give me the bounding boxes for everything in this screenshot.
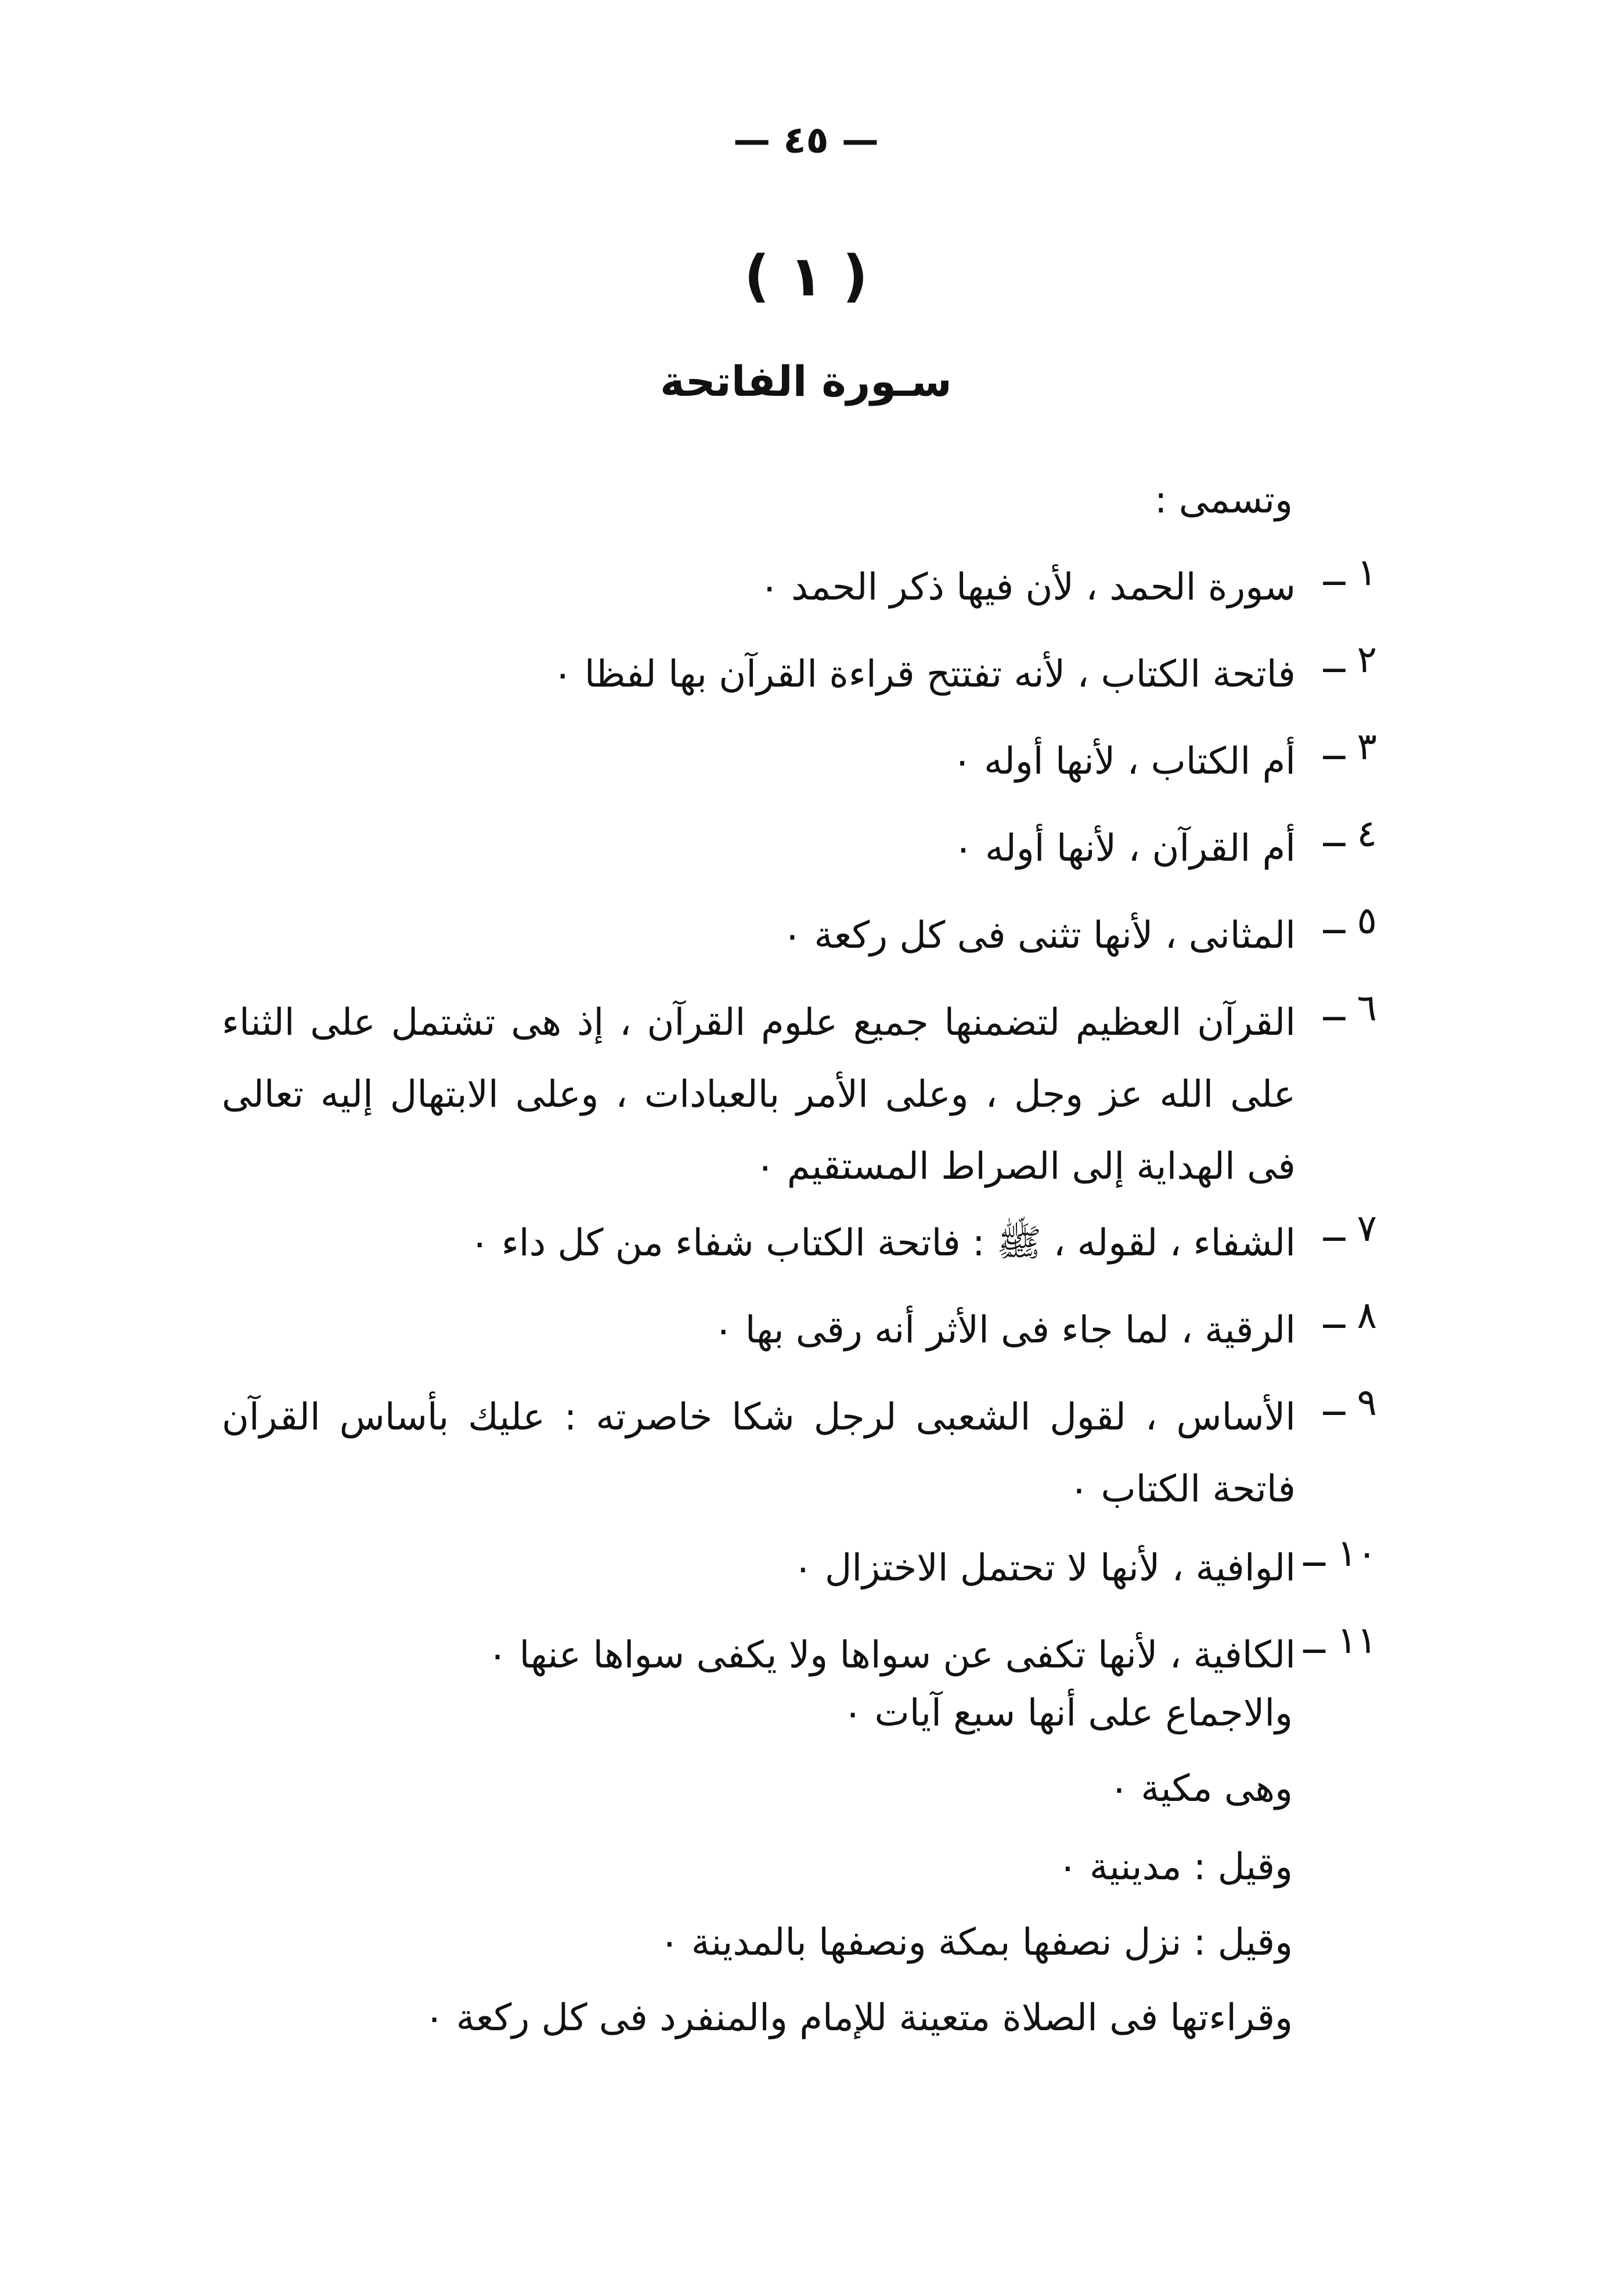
item-number: ٧ ــ <box>1323 1207 1377 1250</box>
item-number: ١١ ــ <box>1303 1619 1377 1662</box>
list-item-4 <box>222 813 1377 885</box>
list-item-5 <box>222 900 1377 972</box>
item-number: ٥ ــ <box>1323 900 1377 943</box>
tail-line-3: وقيل : مدينية ٠ <box>1058 1846 1293 1889</box>
list-item-8 <box>222 1294 1377 1366</box>
surah-title: سـورة الفاتحة <box>660 357 952 406</box>
item-number: ٤ ــ <box>1323 813 1377 855</box>
chapter-number: ( ١ ) <box>744 244 868 309</box>
list-item-10 <box>222 1532 1377 1604</box>
list-item-9 <box>222 1381 1377 1525</box>
list-item-11 <box>222 1619 1377 1691</box>
item-number: ١ ــ <box>1323 551 1377 594</box>
item-number: ١٠ ــ <box>1303 1532 1377 1575</box>
item-number: ٨ ــ <box>1323 1294 1377 1337</box>
tail-line-5: وقراءتها فى الصلاة متعينة للإمام والمنفرد فى كل ركعة ٠ <box>424 1997 1293 2039</box>
list-item-7 <box>222 1207 1377 1279</box>
item-text: الوافية ، لأنها لا تحتمل الاختزال ٠ <box>793 1547 1296 1590</box>
item-number: ٩ ــ <box>1323 1381 1377 1424</box>
item-text: القرآن العظيم لتضمنها جميع علوم القرآن ، إذ هى تشتمل على الثناء على الله عز وجل ، وعلى الأمر بالعبادات ، وعلى الابتهال إليه تعالى فى الهداية إلى الصراط المستقيم ٠ <box>222 1001 1296 1188</box>
item-text: الأساس ، لقول الشعبى لرجل شكا خاصرته : عليك بأساس القرآن فاتحة الكتاب ٠ <box>222 1396 1296 1511</box>
item-number: ٢ ــ <box>1323 638 1377 681</box>
item-text: المثانى ، لأنها تثنى فى كل ركعة ٠ <box>782 914 1296 957</box>
page-number: — ٤٥ — <box>733 119 879 162</box>
item-text: أم الكتاب ، لأنها أوله ٠ <box>952 740 1296 783</box>
item-text: الشفاء ، لقوله ، ﷺ : فاتحة الكتاب شفاء من كل داء ٠ <box>470 1222 1296 1265</box>
item-text: الكافية ، لأنها تكفى عن سواها ولا يكفى سواها عنها ٠ <box>487 1634 1296 1677</box>
list-item-3 <box>222 725 1377 797</box>
item-text: فاتحة الكتاب ، لأنه تفتتح قراءة القرآن بها لفظا ٠ <box>553 653 1296 696</box>
item-text: أم القرآن ، لأنها أوله ٠ <box>953 827 1296 870</box>
tail-line-1: والاجماع على أنها سبع آيات ٠ <box>842 1692 1293 1735</box>
item-text: سورة الحمد ، لأن فيها ذكر الحمد ٠ <box>759 566 1296 609</box>
tail-line-4: وقيل : نزل نصفها بمكة ونصفها بالمدينة ٠ <box>659 1921 1293 1964</box>
item-number: ٣ ــ <box>1323 725 1377 768</box>
tail-line-2: وهى مكية ٠ <box>1109 1767 1293 1810</box>
item-number: ٦ ــ <box>1323 987 1377 1030</box>
list-item-1 <box>222 551 1377 623</box>
intro-line: وتسمى : <box>1154 479 1293 522</box>
list-item-2 <box>222 638 1377 710</box>
list-item-6 <box>222 987 1377 1203</box>
item-text: الرقية ، لما جاء فى الأثر أنه رقى بها ٠ <box>713 1309 1296 1352</box>
